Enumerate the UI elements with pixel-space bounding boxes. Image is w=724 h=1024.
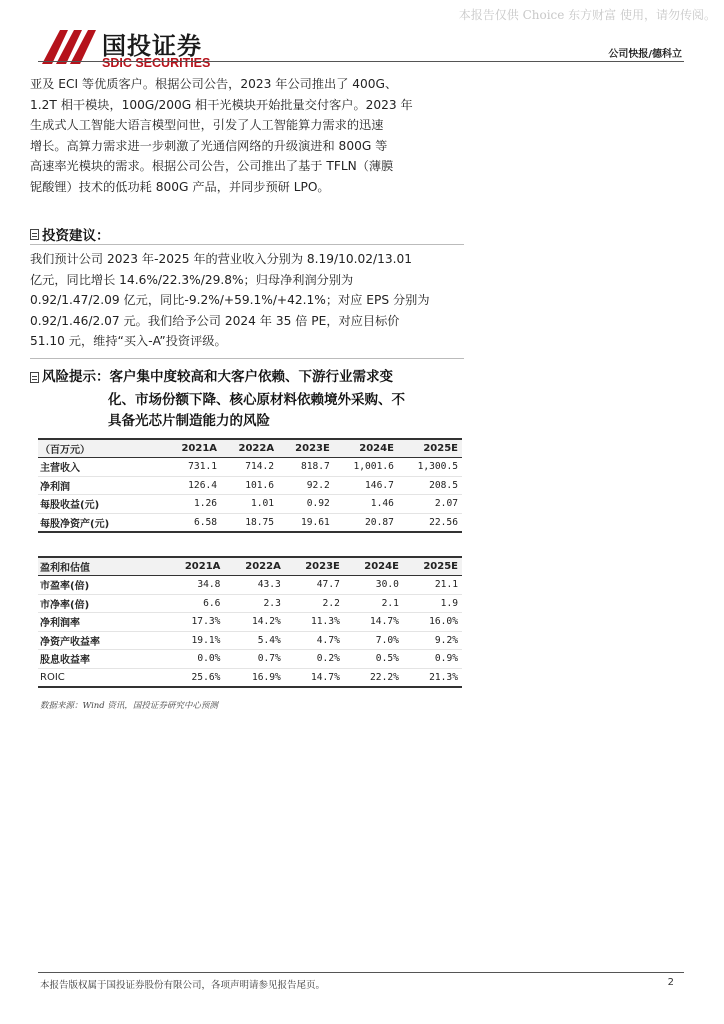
advice-rule bbox=[30, 244, 464, 245]
row-label: 市净率(倍) bbox=[38, 594, 164, 613]
table-cell: 2.2 bbox=[285, 594, 344, 613]
table-cell: 21.1 bbox=[403, 576, 462, 595]
advice-line: 亿元，同比增长 14.6%/22.3%/29.8%；归母净利润分别为 bbox=[30, 272, 354, 287]
data-source-note: 数据来源：Wind 资讯，国投证券研究中心预测 bbox=[40, 701, 218, 711]
table-cell: 1.01 bbox=[221, 495, 278, 514]
table-row bbox=[38, 668, 462, 687]
advice-line: 51.10 元，维持“买入-A”投资评级。 bbox=[30, 334, 227, 348]
risk-rule-top bbox=[30, 358, 464, 359]
advice-heading bbox=[30, 224, 110, 244]
table-row bbox=[38, 631, 462, 650]
table-cell: 714.2 bbox=[221, 458, 278, 477]
intro-line: 1.2T 相干模块，100G/200G 相干光模块开始批量交付客户。2023 年 bbox=[30, 97, 413, 112]
table-header-cell: 2023E bbox=[278, 439, 334, 458]
table-cell: 11.3% bbox=[285, 613, 344, 632]
logo-text-cn: 国投证券 bbox=[102, 32, 202, 60]
table-cell: 5.4% bbox=[224, 631, 284, 650]
financial-summary-table bbox=[38, 438, 462, 533]
footer-disclaimer: 本报告版权属于国投证券股份有限公司，各项声明请参见报告尾页。 bbox=[40, 980, 326, 991]
advice-title: 投资建议： bbox=[42, 228, 110, 244]
table-cell: 18.75 bbox=[221, 513, 278, 532]
intro-line: 生成式人工智能大语言模型问世，引发了人工智能算力需求的迅速 bbox=[30, 118, 384, 132]
table-cell: 4.7% bbox=[285, 631, 344, 650]
table-cell: 2.07 bbox=[398, 495, 462, 514]
table-cell: 818.7 bbox=[278, 458, 334, 477]
valuation-table bbox=[38, 556, 462, 688]
table-cell: 21.3% bbox=[403, 668, 462, 687]
table-row bbox=[38, 476, 462, 495]
table-cell: 731.1 bbox=[164, 458, 221, 477]
risk-text-3: 具备光芯片制造能力的风险 bbox=[108, 413, 270, 429]
table-header-row bbox=[38, 557, 462, 576]
table-cell: 34.8 bbox=[164, 576, 224, 595]
table-cell: 19.61 bbox=[278, 513, 334, 532]
table-row bbox=[38, 495, 462, 514]
intro-line: 铌酸锂）技术的低功耗 800G 产品，并同步预研 LPO。 bbox=[30, 179, 330, 194]
risk-text-1: 客户集中度较高和大客户依赖、下游行业需求变 bbox=[109, 369, 393, 385]
advice-line: 0.92/1.47/2.09 亿元，同比-9.2%/+59.1%/+42.1%；对应 EPS 分别为 bbox=[30, 293, 430, 307]
page-number: 2 bbox=[667, 977, 674, 988]
table-header-cell: 2021A bbox=[164, 557, 224, 576]
table-cell: 16.9% bbox=[224, 668, 284, 687]
table-cell: 0.2% bbox=[285, 650, 344, 669]
table-cell: 92.2 bbox=[278, 476, 334, 495]
intro-line: 增长。高算力需求进一步刺激了光通信网络的升级演进和 800G 等 bbox=[30, 138, 388, 153]
table-cell: 47.7 bbox=[285, 576, 344, 595]
table-header-cell: 2022A bbox=[221, 439, 278, 458]
table-cell: 208.5 bbox=[398, 476, 462, 495]
table-cell: 17.3% bbox=[164, 613, 224, 632]
table-header-cell: 2023E bbox=[285, 557, 344, 576]
row-label: 主营收入 bbox=[38, 458, 164, 477]
table-cell: 126.4 bbox=[164, 476, 221, 495]
table-row bbox=[38, 650, 462, 669]
table-cell: 1.46 bbox=[334, 495, 398, 514]
report-type: 公司快报/德科立 bbox=[608, 49, 682, 60]
table-cell: 14.7% bbox=[344, 613, 403, 632]
row-label: 每股净资产(元) bbox=[38, 513, 164, 532]
table-row bbox=[38, 613, 462, 632]
row-label: ROIC bbox=[38, 668, 164, 687]
row-label: 股息收益率 bbox=[38, 650, 164, 669]
table-cell: 2.3 bbox=[224, 594, 284, 613]
table-cell: 1.26 bbox=[164, 495, 221, 514]
table-cell: 1,001.6 bbox=[334, 458, 398, 477]
table-cell: 6.58 bbox=[164, 513, 221, 532]
table-cell: 30.0 bbox=[344, 576, 403, 595]
table-cell: 2.1 bbox=[344, 594, 403, 613]
table-cell: 14.7% bbox=[285, 668, 344, 687]
intro-paragraph bbox=[30, 74, 464, 197]
table-header-cell: 2025E bbox=[403, 557, 462, 576]
table-cell: 25.6% bbox=[164, 668, 224, 687]
table-cell: 43.3 bbox=[224, 576, 284, 595]
risk-label: 风险提示： bbox=[42, 369, 110, 385]
section-doc-icon bbox=[30, 372, 39, 383]
row-label: 净利润率 bbox=[38, 613, 164, 632]
table-cell: 22.2% bbox=[344, 668, 403, 687]
risk-text-2: 化、市场份额下降、核心原材料依赖境外采购、不 bbox=[108, 392, 405, 408]
header-divider bbox=[38, 61, 684, 62]
table-row bbox=[38, 576, 462, 595]
table-cell: 22.56 bbox=[398, 513, 462, 532]
table-cell: 9.2% bbox=[403, 631, 462, 650]
table-cell: 7.0% bbox=[344, 631, 403, 650]
table-header-cell: （百万元） bbox=[38, 439, 164, 458]
table-cell: 146.7 bbox=[334, 476, 398, 495]
advice-paragraph bbox=[30, 249, 464, 352]
table-header-cell: 2025E bbox=[398, 439, 462, 458]
table-cell: 101.6 bbox=[221, 476, 278, 495]
table-cell: 0.92 bbox=[278, 495, 334, 514]
table-cell: 20.87 bbox=[334, 513, 398, 532]
table-cell: 0.7% bbox=[224, 650, 284, 669]
table-header-cell: 2021A bbox=[164, 439, 221, 458]
risk-block bbox=[30, 367, 464, 432]
footer-divider bbox=[38, 972, 684, 973]
risk-line-1 bbox=[30, 367, 393, 388]
row-label: 净利润 bbox=[38, 476, 164, 495]
table-header-cell: 2024E bbox=[334, 439, 398, 458]
advice-line: 我们预计公司 2023 年-2025 年的营业收入分别为 8.19/10.02/13.01 bbox=[30, 252, 413, 266]
intro-line: 高速率光模块的需求。根据公司公告，公司推出了基于 TFLN（薄膜 bbox=[30, 159, 394, 173]
row-label: 市盈率(倍) bbox=[38, 576, 164, 595]
table-row bbox=[38, 594, 462, 613]
table-header-cell: 2024E bbox=[344, 557, 403, 576]
intro-line: 亚及 ECI 等优质客户。根据公司公告，2023 年公司推出了 400G、 bbox=[30, 77, 398, 91]
table-cell: 0.5% bbox=[344, 650, 403, 669]
table-row bbox=[38, 458, 462, 477]
advice-line: 0.92/1.46/2.07 元。我们给予公司 2024 年 35 倍 PE，对应目标价 bbox=[30, 313, 400, 328]
table-cell: 14.2% bbox=[224, 613, 284, 632]
table-cell: 16.0% bbox=[403, 613, 462, 632]
table-cell: 6.6 bbox=[164, 594, 224, 613]
logo-text-en: SDIC SECURITIES bbox=[102, 56, 211, 70]
table-cell: 1.9 bbox=[403, 594, 462, 613]
watermark: 本报告仅供 Choice 东方财富 使用，请勿传阅。 bbox=[458, 8, 716, 22]
table-row bbox=[38, 513, 462, 532]
table-header-cell: 盈利和估值 bbox=[38, 557, 164, 576]
section-doc-icon bbox=[30, 229, 39, 240]
table-cell: 19.1% bbox=[164, 631, 224, 650]
table-header-cell: 2022A bbox=[224, 557, 284, 576]
table-header-row bbox=[38, 439, 462, 458]
table-cell: 0.9% bbox=[403, 650, 462, 669]
row-label: 净资产收益率 bbox=[38, 631, 164, 650]
table-cell: 0.0% bbox=[164, 650, 224, 669]
row-label: 每股收益(元) bbox=[38, 495, 164, 514]
table-cell: 1,300.5 bbox=[398, 458, 462, 477]
